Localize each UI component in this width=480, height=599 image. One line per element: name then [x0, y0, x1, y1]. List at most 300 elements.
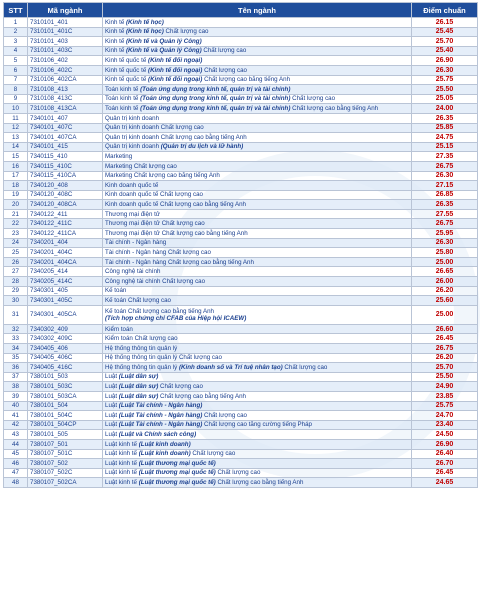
row-stt: 26: [4, 257, 28, 267]
major-suffix: Chất lượng cao bằng tiếng Anh: [160, 392, 246, 400]
row-name: [103, 113, 412, 123]
header-score: Điểm chuẩn: [412, 3, 478, 18]
row-name: [103, 238, 412, 248]
major-name: Công nghệ tài chính: [105, 268, 161, 276]
row-score: 26.30: [412, 171, 478, 181]
major-name: Kế toán Chất lượng cao: [105, 296, 171, 304]
table-row: [4, 449, 478, 459]
row-stt: 33: [4, 334, 28, 344]
row-score: 27.15: [412, 181, 478, 191]
major-name: Kế toán Chất lượng cao bằng tiếng Anh: [105, 307, 214, 315]
row-code: 7340122_411: [28, 209, 103, 219]
row-code: 7340301_405CA: [28, 305, 103, 324]
row-stt: 32: [4, 324, 28, 334]
row-stt: 22: [4, 219, 28, 229]
major-suffix: Chất lượng cao: [160, 383, 203, 391]
row-code: 7340101_407: [28, 113, 103, 123]
row-score: 26.35: [412, 200, 478, 210]
major-note: (Kinh doanh số và Trí tuệ nhân tạo): [178, 363, 283, 371]
row-stt: 28: [4, 277, 28, 287]
row-score: 25.60: [412, 296, 478, 306]
row-name: [103, 94, 412, 104]
row-name: [103, 334, 412, 344]
major-note: (Luật Tài chính - Ngân hàng): [118, 411, 203, 419]
row-code: 7380101_503C: [28, 382, 103, 392]
row-name: [103, 229, 412, 239]
major-note: (Luật kinh doanh): [138, 450, 191, 458]
row-name: [103, 459, 412, 469]
row-stt: 48: [4, 478, 28, 488]
row-code: 7340405_406C: [28, 353, 103, 363]
row-name: [103, 85, 412, 95]
row-code: 7310106_402C: [28, 65, 103, 75]
row-name: [103, 161, 412, 171]
major-note: (Luật dân sự): [118, 373, 159, 381]
row-stt: 24: [4, 238, 28, 248]
row-stt: 7: [4, 75, 28, 85]
major-note: (Luật kinh doanh): [138, 440, 191, 448]
row-stt: 19: [4, 190, 28, 200]
row-name: [103, 324, 412, 334]
row-score: 25.80: [412, 248, 478, 258]
major-suffix: Chất lượng cao: [165, 28, 209, 36]
row-score: 25.95: [412, 229, 478, 239]
row-name: [103, 277, 412, 287]
row-name: [103, 65, 412, 75]
major-name: Quản trị kinh doanh Chất lượng cao: [105, 124, 204, 132]
major-name: Luật kinh tế: [105, 469, 137, 477]
major-suffix: Chất lượng cao bằng tiếng Anh: [292, 105, 379, 113]
row-code: 7310101_403C: [28, 46, 103, 56]
table-row: [4, 401, 478, 411]
row-code: 7340115_410C: [28, 161, 103, 171]
table-row: [4, 46, 478, 56]
row-code: 7380107_502C: [28, 468, 103, 478]
table-row: [4, 65, 478, 75]
row-name: [103, 468, 412, 478]
major-note: (Luật Tài chính - Ngân hàng): [118, 421, 203, 429]
row-score: 25.70: [412, 363, 478, 373]
row-code: 7340115_410: [28, 152, 103, 162]
table-row: [4, 324, 478, 334]
major-name: Thương mại điện tử Chất lượng cao bằng tiếng Anh: [105, 229, 248, 237]
row-name: [103, 133, 412, 143]
major-note: (Toán ứng dụng trong kinh tế, quản trị và tài chính): [140, 105, 291, 113]
row-score: 26.75: [412, 219, 478, 229]
row-stt: 35: [4, 353, 28, 363]
table-row: [4, 372, 478, 382]
major-suffix: Chất lượng cao: [192, 450, 236, 458]
major-note: (Toán ứng dụng trong kinh tế, quản trị và tài chính): [140, 95, 291, 103]
major-name: Kiểm toán Chất lượng cao: [105, 335, 178, 343]
major-suffix: Chất lượng cao: [204, 66, 248, 74]
row-score: 26.20: [412, 286, 478, 296]
major-name: Kinh tế: [105, 28, 125, 36]
major-note: (Luật dân sự): [118, 392, 159, 400]
row-code: 7340201_404CA: [28, 257, 103, 267]
row-stt: 44: [4, 439, 28, 449]
major-note: (Luật Tài chính - Ngân hàng): [118, 402, 203, 410]
row-name: [103, 391, 412, 401]
row-score: 26.90: [412, 439, 478, 449]
row-score: 25.50: [412, 372, 478, 382]
major-note: (Kinh tế học): [126, 28, 164, 36]
table-row: [4, 459, 478, 469]
row-name: [103, 372, 412, 382]
row-stt: 11: [4, 113, 28, 123]
row-score: 24.90: [412, 382, 478, 392]
row-stt: 45: [4, 449, 28, 459]
row-score: 25.70: [412, 37, 478, 47]
row-name: [103, 248, 412, 258]
major-suffix: Chất lượng cao tăng cường tiếng Pháp: [204, 421, 312, 429]
table-row: [4, 37, 478, 47]
row-stt: 12: [4, 123, 28, 133]
row-stt: 46: [4, 459, 28, 469]
row-stt: 3: [4, 37, 28, 47]
table-row: [4, 334, 478, 344]
table-row: [4, 27, 478, 37]
row-score: 25.00: [412, 257, 478, 267]
row-name: [103, 104, 412, 114]
header-code: Mã ngành: [28, 3, 103, 18]
row-score: 26.45: [412, 334, 478, 344]
row-code: 7340405_406: [28, 344, 103, 354]
major-suffix: Chất lượng cao: [284, 363, 328, 371]
row-name: [103, 401, 412, 411]
table-row: [4, 391, 478, 401]
row-score: 23.85: [412, 391, 478, 401]
table-row: [4, 161, 478, 171]
table-row: [4, 478, 478, 488]
major-name: Thương mại điện tử: [105, 210, 160, 218]
row-stt: 8: [4, 85, 28, 95]
row-code: 7310108_413: [28, 85, 103, 95]
row-score: 25.75: [412, 401, 478, 411]
major-note: (Toán ứng dụng trong kinh tế, quản trị và tài chính): [140, 85, 291, 93]
major-name: Kinh tế: [105, 37, 125, 45]
row-code: 7340120_408CA: [28, 200, 103, 210]
major-name: Quản trị kinh doanh: [105, 114, 160, 122]
row-score: 26.30: [412, 238, 478, 248]
major-name: Toán kinh tế: [105, 95, 139, 103]
row-score: 26.75: [412, 161, 478, 171]
row-score: 26.65: [412, 267, 478, 277]
major-name: Luật: [105, 383, 118, 391]
major-name: Thương mại điện tử Chất lượng cao: [105, 220, 205, 228]
table-row: [4, 229, 478, 239]
row-score: 25.75: [412, 75, 478, 85]
row-stt: 42: [4, 420, 28, 430]
row-stt: 20: [4, 200, 28, 210]
row-stt: 15: [4, 152, 28, 162]
row-name: [103, 305, 412, 324]
row-stt: 25: [4, 248, 28, 258]
row-score: 27.55: [412, 209, 478, 219]
row-score: 26.70: [412, 459, 478, 469]
row-stt: 23: [4, 229, 28, 239]
row-code: 7380107_502: [28, 459, 103, 469]
row-code: 7340122_411C: [28, 219, 103, 229]
row-stt: 10: [4, 104, 28, 114]
table-row: [4, 181, 478, 191]
table-row: [4, 152, 478, 162]
row-score: 26.90: [412, 56, 478, 66]
major-name: Hệ thống thông tin quản lý: [105, 344, 178, 352]
row-code: 7340302_409C: [28, 334, 103, 344]
row-code: 7340201_404: [28, 238, 103, 248]
row-score: 26.45: [412, 468, 478, 478]
major-name: Hệ thống thông tin quản lý Chất lượng cao: [105, 354, 222, 362]
row-stt: 40: [4, 401, 28, 411]
major-name: Quản trị kinh doanh Chất lượng cao bằng tiếng Anh: [105, 133, 247, 141]
row-stt: 34: [4, 344, 28, 354]
table-row: [4, 94, 478, 104]
major-name: Tài chính - Ngân hàng Chất lượng cao bằng tiếng Anh: [105, 258, 254, 266]
major-name: Luật: [105, 431, 118, 439]
major-name: Tài chính - Ngân hàng Chất lượng cao: [105, 248, 211, 256]
major-name: Quản trị kinh doanh: [105, 143, 160, 151]
row-code: 7380101_505: [28, 430, 103, 440]
row-name: [103, 296, 412, 306]
row-stt: 4: [4, 46, 28, 56]
row-code: 7340405_416C: [28, 363, 103, 373]
row-score: 25.00: [412, 305, 478, 324]
major-name: Kế toán: [105, 287, 127, 295]
major-name: Luật: [105, 392, 118, 400]
row-name: [103, 209, 412, 219]
row-name: [103, 344, 412, 354]
row-name: [103, 171, 412, 181]
row-code: 7340101_415: [28, 142, 103, 152]
major-note: (Luật dân sự): [118, 383, 159, 391]
row-code: 7310101_401C: [28, 27, 103, 37]
row-name: [103, 257, 412, 267]
row-name: [103, 37, 412, 47]
header-name: Tên ngành: [103, 3, 412, 18]
major-note: (Kinh tế và Quản lý Công): [126, 47, 202, 55]
row-code: 7340120_408C: [28, 190, 103, 200]
row-score: 26.75: [412, 344, 478, 354]
table-row: [4, 363, 478, 373]
major-name: Hệ thống thông tin quản lý: [105, 363, 178, 371]
row-name: [103, 267, 412, 277]
row-stt: 43: [4, 430, 28, 440]
table-row: [4, 353, 478, 363]
row-name: [103, 56, 412, 66]
row-code: 7340120_408: [28, 181, 103, 191]
major-suffix: Chất lượng cao: [204, 411, 247, 419]
table-row: [4, 439, 478, 449]
row-name: [103, 123, 412, 133]
row-name: [103, 27, 412, 37]
major-name: Luật: [105, 373, 118, 381]
table-row: [4, 286, 478, 296]
row-score: 26.35: [412, 113, 478, 123]
major-name: Kinh tế quốc tế: [105, 76, 147, 84]
major-name: Marketing: [105, 153, 133, 160]
row-name: [103, 353, 412, 363]
row-code: 7340101_407CA: [28, 133, 103, 143]
major-name: Luật: [105, 421, 118, 429]
row-code: 7380101_503: [28, 372, 103, 382]
row-score: 26.20: [412, 353, 478, 363]
table-row: [4, 430, 478, 440]
row-code: 7340122_411CA: [28, 229, 103, 239]
major-note-line2: (Tích hợp chứng chỉ CFAB của Hiệp hội ICAEW): [105, 314, 247, 322]
row-name: [103, 152, 412, 162]
row-stt: 14: [4, 142, 28, 152]
row-code: 7310101_401: [28, 18, 103, 28]
major-note: (Luật thương mại quốc tế): [138, 469, 216, 477]
table-row: [4, 85, 478, 95]
major-name: Luật kinh tế: [105, 450, 137, 458]
major-name: Luật: [105, 411, 118, 419]
row-code: 7340301_405C: [28, 296, 103, 306]
major-name: Luật kinh tế: [105, 440, 137, 448]
table-row: [4, 104, 478, 114]
table-row: [4, 56, 478, 66]
major-name: Kinh tế quốc tế: [105, 57, 147, 65]
table-row: [4, 420, 478, 430]
row-stt: 21: [4, 209, 28, 219]
row-stt: 13: [4, 133, 28, 143]
row-stt: 29: [4, 286, 28, 296]
major-name: Luật: [105, 402, 118, 410]
major-note: (Kinh tế đối ngoại): [148, 66, 203, 74]
table-row: [4, 219, 478, 229]
table-row: [4, 267, 478, 277]
table-row: [4, 382, 478, 392]
row-stt: 31: [4, 305, 28, 324]
row-score: 23.40: [412, 420, 478, 430]
major-name: Kinh doanh quốc tế Chất lượng cao bằng tiếng Anh: [105, 200, 246, 208]
row-score: 24.00: [412, 104, 478, 114]
row-code: 7310106_402: [28, 56, 103, 66]
row-name: [103, 142, 412, 152]
row-code: 7340101_407C: [28, 123, 103, 133]
table-row: [4, 18, 478, 28]
major-name: Kinh doanh quốc tế Chất lượng cao: [105, 191, 203, 199]
table-row: [4, 133, 478, 143]
table-row: [4, 238, 478, 248]
major-name: Tài chính - Ngân hàng: [105, 239, 167, 247]
row-name: [103, 200, 412, 210]
row-score: 25.40: [412, 46, 478, 56]
row-code: 7310101_403: [28, 37, 103, 47]
major-name: Kinh tế: [105, 47, 125, 55]
table-row: [4, 248, 478, 258]
table-row: [4, 113, 478, 123]
major-suffix: Chất lượng cao bằng tiếng Anh: [217, 479, 304, 486]
row-code: 7380101_504C: [28, 411, 103, 421]
table-row: [4, 142, 478, 152]
row-code: 7310108_413C: [28, 94, 103, 104]
row-code: 7380107_502CA: [28, 478, 103, 488]
header-stt: STT: [4, 3, 28, 18]
row-name: [103, 420, 412, 430]
row-score: 24.75: [412, 133, 478, 143]
row-stt: 27: [4, 267, 28, 277]
row-stt: 17: [4, 171, 28, 181]
major-suffix: Chất lượng cao: [203, 47, 247, 55]
row-stt: 36: [4, 363, 28, 373]
table-row: [4, 257, 478, 267]
major-note: (Kinh tế đối ngoại): [148, 76, 203, 84]
row-stt: 2: [4, 27, 28, 37]
row-stt: 37: [4, 372, 28, 382]
row-name: [103, 363, 412, 373]
major-note: (Quản trị du lịch và lữ hành): [160, 143, 244, 151]
major-note: (Kinh tế đối ngoại): [148, 57, 203, 65]
header-row: [4, 3, 478, 18]
row-stt: 41: [4, 411, 28, 421]
major-suffix: Chất lượng cao bằng tiếng Anh: [204, 76, 291, 84]
major-suffix: Chất lượng cao: [292, 95, 336, 103]
row-name: [103, 439, 412, 449]
row-stt: 47: [4, 468, 28, 478]
major-name: Kiểm toán: [105, 325, 133, 333]
table-row: [4, 305, 478, 324]
row-stt: 30: [4, 296, 28, 306]
row-stt: 5: [4, 56, 28, 66]
row-code: 7340201_404C: [28, 248, 103, 258]
table-row: [4, 344, 478, 354]
row-stt: 9: [4, 94, 28, 104]
major-name: Kinh tế: [105, 18, 125, 26]
row-score: 27.35: [412, 152, 478, 162]
table-row: [4, 75, 478, 85]
row-code: 7310106_402CA: [28, 75, 103, 85]
major-name: Marketing Chất lượng cao: [105, 162, 177, 170]
row-score: 24.65: [412, 478, 478, 488]
row-score: 26.40: [412, 449, 478, 459]
major-name: Kinh tế quốc tế: [105, 66, 147, 74]
major-name: Luật kinh tế: [105, 479, 137, 486]
row-name: [103, 18, 412, 28]
row-score: 25.15: [412, 142, 478, 152]
row-score: 26.85: [412, 190, 478, 200]
major-note: (Luật thương mại quốc tế): [138, 459, 216, 467]
table-row: [4, 411, 478, 421]
row-code: 7340115_410CA: [28, 171, 103, 181]
table-row: [4, 209, 478, 219]
row-score: 25.50: [412, 85, 478, 95]
row-score: 25.85: [412, 123, 478, 133]
row-name: [103, 411, 412, 421]
row-score: 26.60: [412, 324, 478, 334]
major-name: Marketing Chất lượng cao bằng tiếng Anh: [105, 172, 220, 180]
score-table: [3, 2, 478, 488]
row-code: 7380101_504: [28, 401, 103, 411]
row-name: [103, 430, 412, 440]
row-name: [103, 382, 412, 392]
row-code: 7380107_501: [28, 439, 103, 449]
major-note: (Luật và Chính sách công): [118, 431, 197, 439]
row-code: 7340205_414C: [28, 277, 103, 287]
row-stt: 1: [4, 18, 28, 28]
row-code: 7380101_503CA: [28, 391, 103, 401]
table-row: [4, 468, 478, 478]
major-note: (Luật thương mại quốc tế): [138, 479, 216, 486]
row-name: [103, 75, 412, 85]
table-body: [4, 18, 478, 488]
major-note: (Kinh tế và Quản lý Công): [126, 37, 202, 45]
row-score: 26.30: [412, 65, 478, 75]
row-stt: 38: [4, 382, 28, 392]
row-code: 7310108_413CA: [28, 104, 103, 114]
row-stt: 16: [4, 161, 28, 171]
